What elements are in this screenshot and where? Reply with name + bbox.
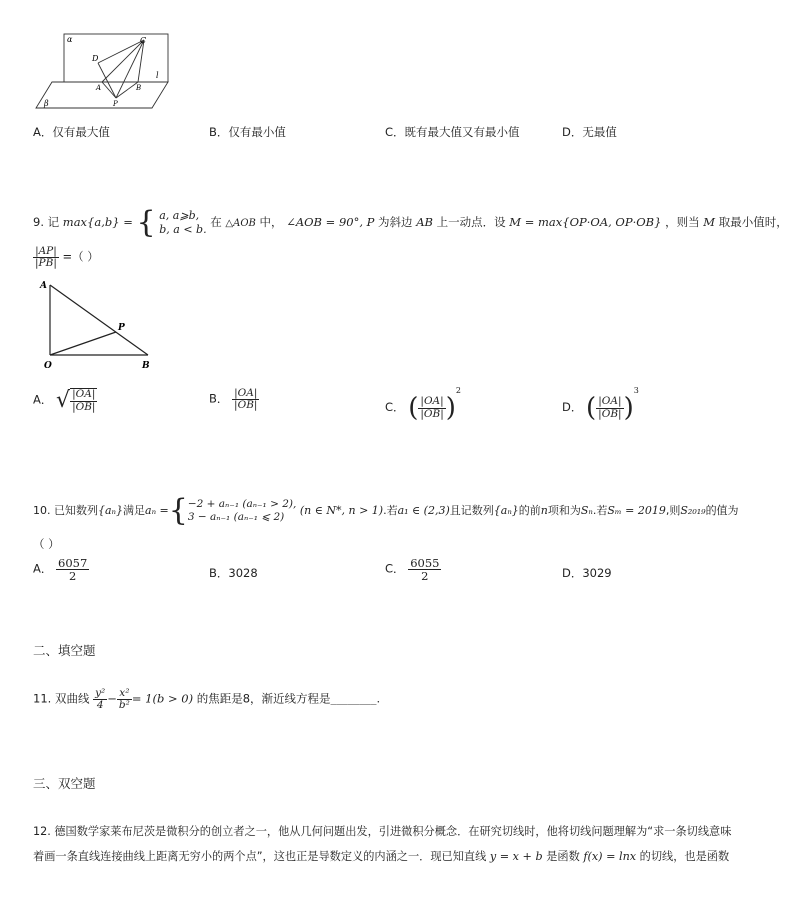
q9-text2: 中， — [259, 215, 283, 229]
q8-option-d[interactable]: D．无最值 — [562, 125, 617, 139]
fig-label-B: B — [136, 84, 142, 92]
q10-an: aₙ = — [145, 504, 169, 517]
q10-s2019: S₂₀₁₉ — [680, 504, 706, 517]
q10-case2: 3 − aₙ₋₁ (aₙ₋₁ ⩽ 2) — [187, 511, 285, 523]
q9-m-def: M = max{OP·OA, OP·OB} — [509, 215, 662, 229]
q9-option-d-label: D． — [562, 400, 583, 414]
q9-m: M — [703, 215, 716, 229]
q9-angle: ∠AOB = 90°, P — [286, 215, 375, 229]
q9-fig-label-P: P — [118, 323, 125, 333]
q9-fig-label-B: B — [142, 361, 150, 371]
q10-paren: （ ） — [33, 537, 60, 551]
q10-seq: {aₙ} — [98, 504, 124, 517]
q9-option-c[interactable]: C． ( $\frac{|OA|}{|OB|}$ )$^2$ — [385, 386, 461, 423]
q10-text4: 的前 — [518, 504, 541, 517]
q9-option-b-frac: $\frac{|OA|}{|OB|}$ — [234, 387, 258, 412]
q9-case2: b, a < b. — [159, 223, 207, 236]
fig-label-P: P — [113, 100, 118, 108]
q9-cases — [159, 209, 206, 237]
q11-eq: = 1(b > 0) — [131, 691, 194, 706]
q12-line2 — [33, 848, 729, 864]
q11-minus: − — [107, 691, 117, 706]
q10-option-d[interactable]: D．3029 — [562, 566, 612, 580]
q11-frac-y: $\frac{\text{y²}}{4}$ — [95, 687, 106, 712]
q9-case1: a, a⩾b, — [159, 209, 200, 223]
q12-line2-f: f(x) = lnx — [583, 850, 637, 863]
q11-answer-blank[interactable]: ________ — [330, 691, 377, 706]
q9-ratio-num: |AP| — [33, 246, 59, 258]
q10-option-a-frac: $\frac{6057}{2}$ — [58, 556, 88, 584]
q10-sn: Sₙ — [580, 504, 593, 517]
q9-fig-label-O: O — [44, 361, 52, 371]
q11-stem — [33, 688, 380, 711]
q10-text2: .若 — [383, 504, 398, 517]
q12-line1: 12. 德国数学家莱布尼茨是微积分的创立者之一，他从几何问题出发，引进微积分概念．在研究切线时，他将切线问题理解为“求一条切线意味 — [33, 825, 732, 838]
q9-max-def: max{a,b} = — [62, 215, 133, 229]
q9-option-d-exp: 3 — [633, 386, 639, 395]
q9-triangle: △AOB — [225, 218, 256, 229]
q10-text8: 的值为 — [705, 504, 739, 517]
fig-label-C: C — [140, 36, 147, 45]
q9-option-d-frac: $\frac{|OA|}{|OB|}$ — [598, 395, 622, 420]
q9-option-a-frac: $\frac{|OA|}{|OB|}$ — [72, 388, 96, 413]
q12-line2-eq: y = x + b — [489, 850, 543, 863]
q9-text3: 为斜边 — [378, 215, 413, 229]
q8-option-b[interactable]: B．仅有最小值 — [209, 125, 286, 139]
q11-text: 的焦距是8，渐近线方程是 — [196, 691, 331, 706]
q10-text6: .若 — [592, 504, 608, 517]
q9-option-c-frac: $\frac{|OA|}{|OB|}$ — [420, 395, 444, 420]
q9-option-d[interactable]: D． ( $\frac{|OA|}{|OB|}$ )$^3$ — [562, 386, 639, 423]
q10-number: 10. 已知数列 — [33, 504, 98, 517]
q10-brace: { — [168, 493, 188, 528]
q9-option-b[interactable] — [209, 388, 259, 411]
q10-a1: a₁ ∈ (2,3) — [397, 504, 450, 517]
section-fill-blank-heading: 二、填空题 — [33, 643, 96, 658]
q10-text3: 且记数列 — [449, 504, 494, 517]
q10-option-a[interactable] — [33, 557, 89, 582]
q10-option-c-label: C． — [385, 561, 405, 576]
q10-option-c-frac: $\frac{6055}{2}$ — [410, 556, 440, 584]
q12-line2c: 的切线，也是函数 — [639, 850, 730, 863]
q9-option-b-label: B． — [209, 391, 229, 406]
q10-case1: −2 + aₙ₋₁ (aₙ₋₁ > 2), — [187, 497, 297, 510]
section-double-blank-heading: 三、双空题 — [33, 776, 96, 791]
q9-ratio-den: |PB| — [35, 257, 57, 270]
q9-ratio-tail: =（ ） — [62, 249, 99, 264]
q9-option-a-label: A． — [33, 392, 53, 407]
q9-text1: 在 — [210, 215, 222, 229]
q10-text5: 项和为 — [547, 504, 581, 517]
q9-brace: { — [136, 205, 156, 240]
q10-cond: (n ∈ N*, n > 1) — [299, 504, 384, 517]
q10-option-b[interactable]: B．3028 — [209, 566, 258, 580]
q9-text5: ，则当 — [665, 215, 700, 229]
fig-label-beta: β — [44, 99, 49, 108]
q9-text6: 取最小值时， — [718, 215, 788, 229]
q10-sm: Sₘ = 2019 — [607, 504, 666, 517]
fig-label-alpha: α — [67, 35, 73, 44]
plane-beta — [36, 82, 168, 108]
q11-number: 11. 双曲线 — [33, 691, 90, 706]
q9-ratio-line — [33, 246, 99, 269]
fig-label-l: l — [156, 71, 159, 80]
q11-frac-x: $\frac{\text{x²}}{\text{b²}}$ — [118, 687, 130, 712]
q9-fig-label-A: A — [40, 281, 47, 291]
q10-seq2: {aₙ} — [493, 504, 519, 517]
q9-ab: AB — [416, 215, 433, 229]
q9-option-a[interactable] — [33, 388, 97, 413]
q10-text7: ,则 — [665, 504, 681, 517]
q10-stem — [33, 493, 739, 529]
q9-number: 9. 记 — [33, 215, 60, 229]
q9-figure — [36, 278, 156, 372]
q8-option-c[interactable]: C．既有最大值又有最小值 — [385, 125, 520, 139]
fig-label-D: D — [92, 54, 99, 63]
q11-end: . — [376, 691, 381, 706]
q9-option-c-label: C． — [385, 400, 405, 414]
q10-cases — [188, 498, 297, 524]
sqrt-icon: √ — [56, 388, 71, 413]
q10-option-a-label: A． — [33, 561, 53, 576]
q9-text4: 上一动点．设 — [436, 215, 506, 229]
q9-option-c-exp: 2 — [455, 386, 461, 395]
q10-text1: 满足 — [123, 504, 146, 517]
q12-line2a: 着画一条直线连接曲线上距离无穷小的两个点”，这也正是导数定义的内涵之一．现已知直线 — [33, 850, 487, 863]
q8-option-a[interactable]: A．仅有最大值 — [33, 125, 110, 139]
q10-n: n — [540, 504, 548, 517]
q9-ratio — [33, 246, 59, 269]
q12-line2b: 是函数 — [546, 850, 580, 863]
q9-stem — [33, 204, 788, 242]
q8-figure — [32, 32, 172, 112]
q10-option-c[interactable] — [385, 557, 441, 582]
fig-label-A: A — [96, 84, 102, 92]
plane-alpha — [64, 34, 168, 82]
